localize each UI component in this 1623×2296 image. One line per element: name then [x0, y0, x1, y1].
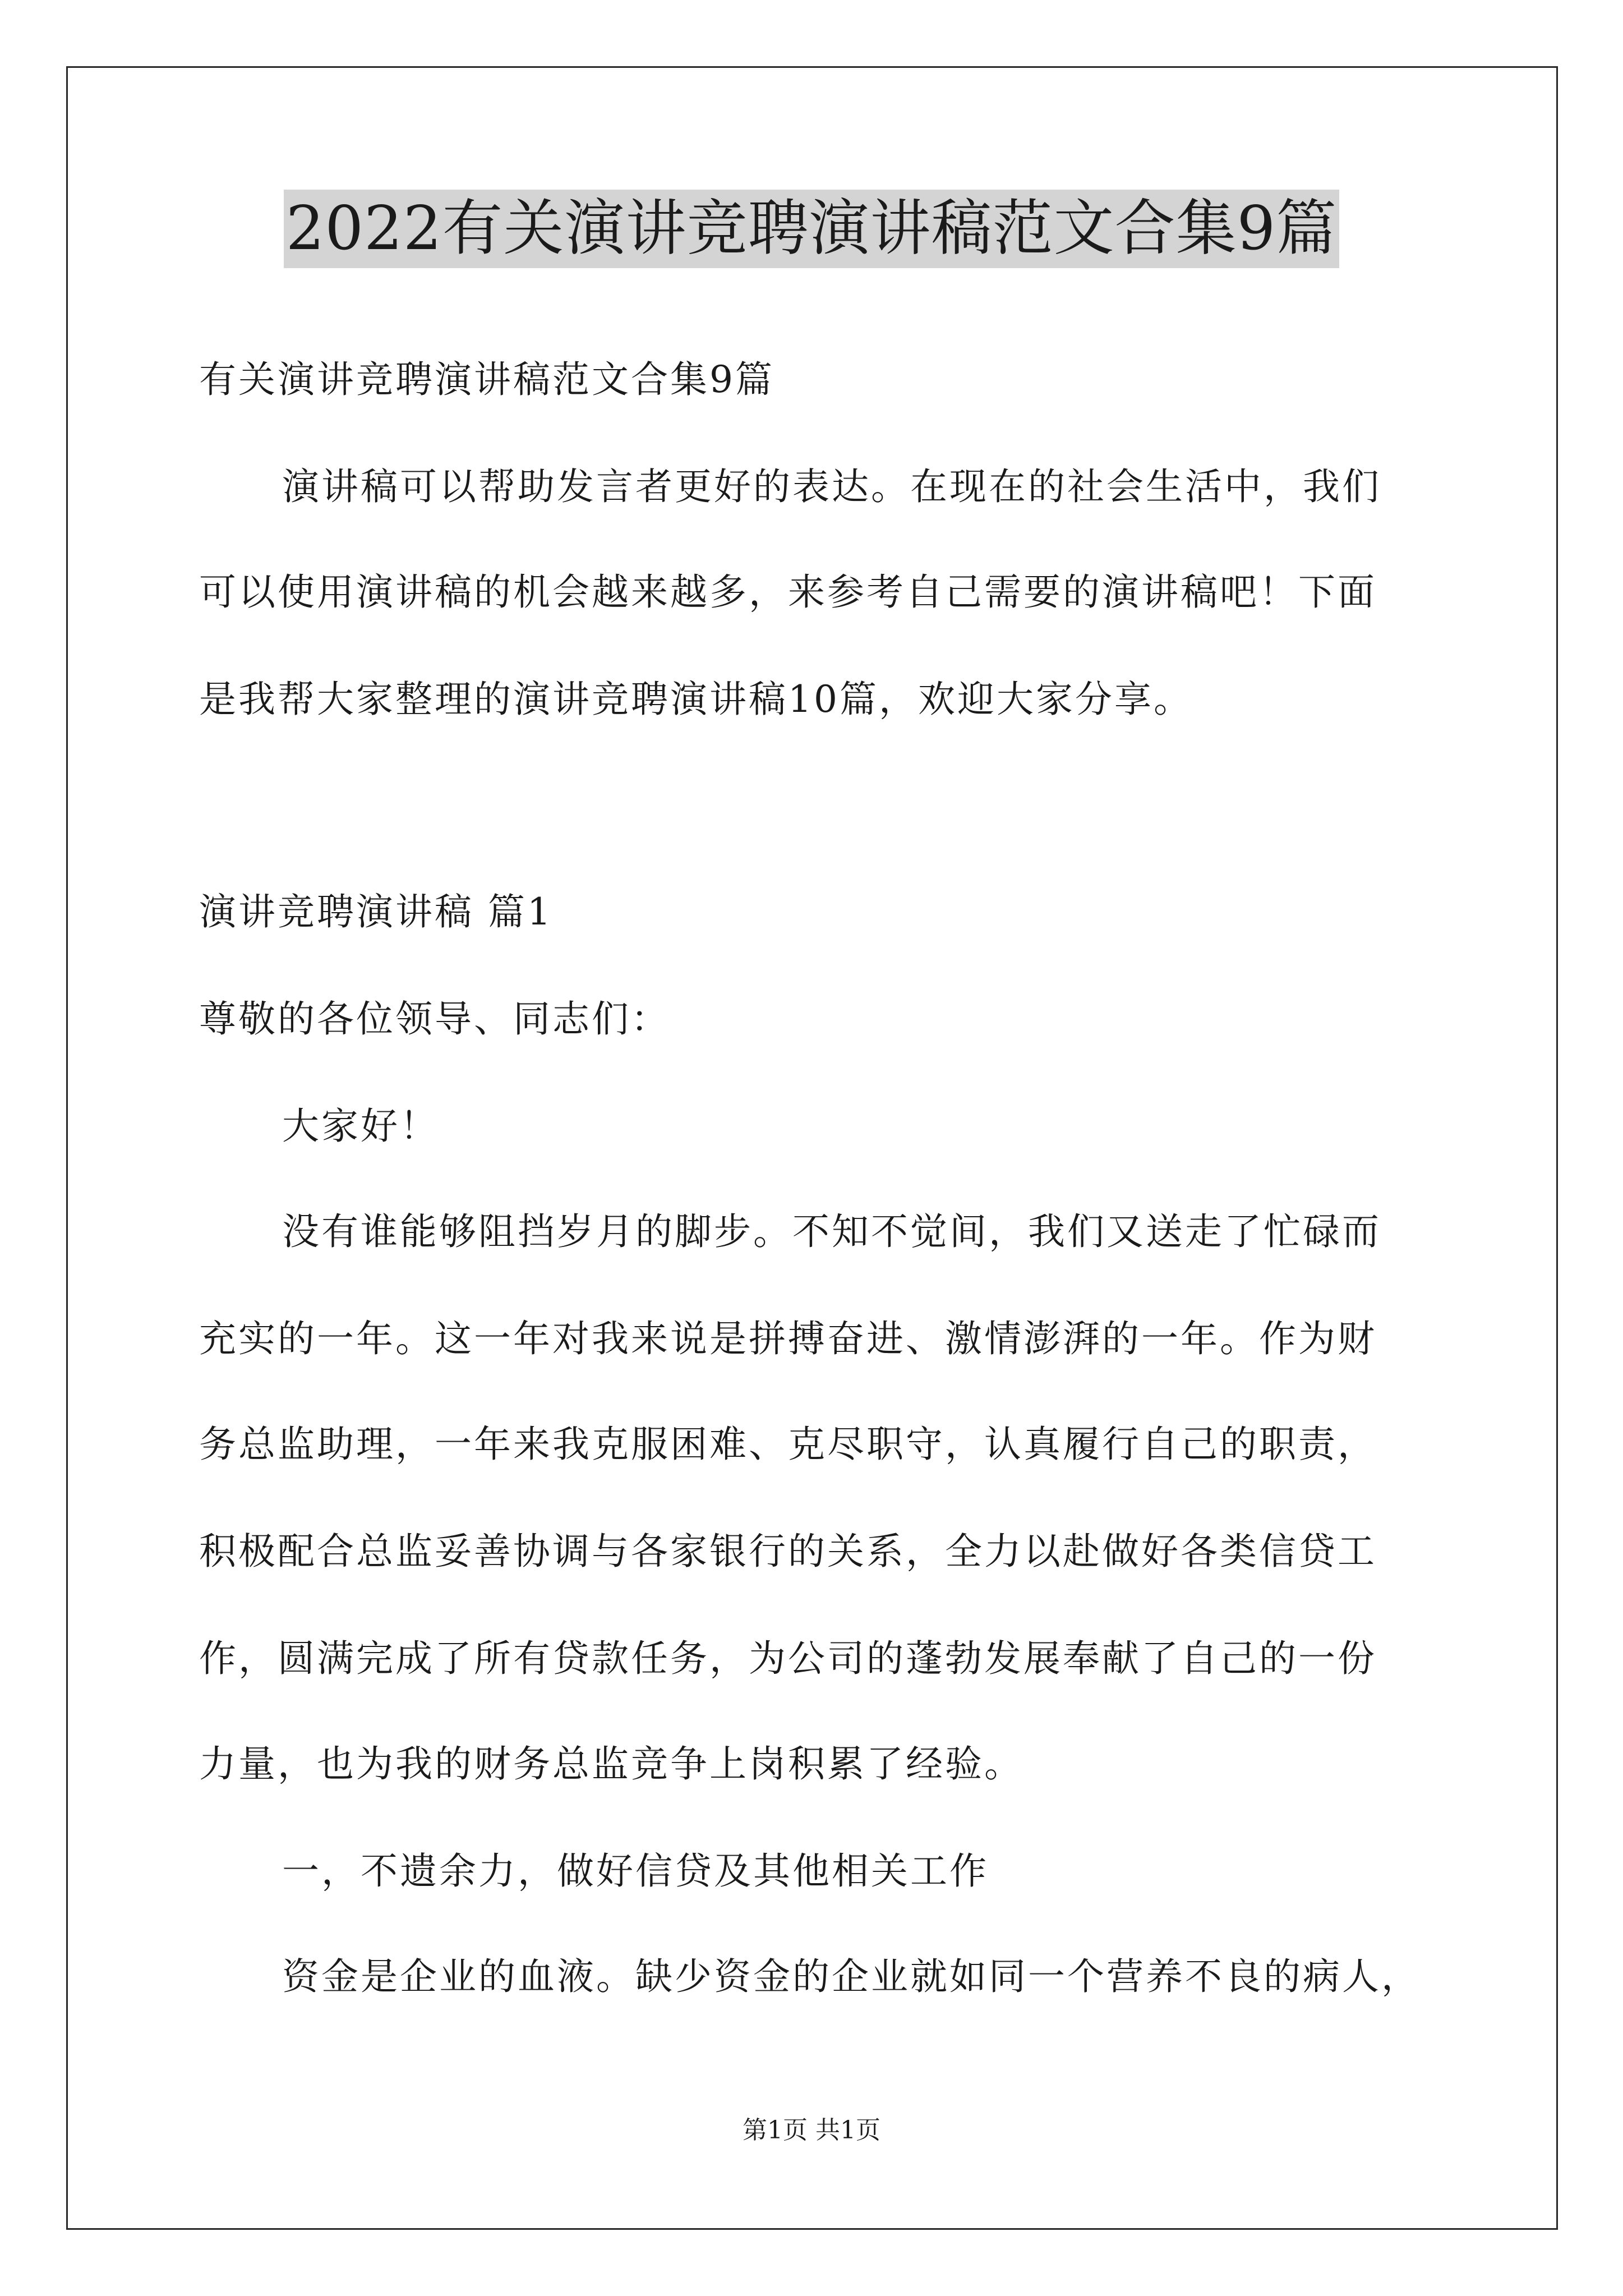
section-heading: 演讲竞聘演讲稿 篇1: [199, 890, 553, 933]
intro-line-1: 演讲稿可以帮助发言者更好的表达。在现在的社会生活中，我们: [282, 465, 1381, 508]
paragraph-1-line-5: 作，圆满完成了所有贷款任务，为公司的蓬勃发展奉献了自己的一份: [199, 1637, 1377, 1680]
title-container: [0, 190, 1623, 268]
paragraph-1-line-3: 务总监助理，一年来我克服困难、克尽职守，认真履行自己的职责，: [199, 1423, 1377, 1466]
intro-line-2: 可以使用演讲稿的机会越来越多，来参考自己需要的演讲稿吧！下面: [199, 570, 1377, 614]
paragraph-1-line-1: 没有谁能够阻挡岁月的脚步。不知不觉间，我们又送走了忙碌而: [282, 1210, 1381, 1253]
point-heading: 一，不遗余力，做好信贷及其他相关工作: [282, 1849, 989, 1893]
greeting: 大家好！: [282, 1105, 439, 1148]
paragraph-1-line-6: 力量，也为我的财务总监竞争上岗积累了经验。: [199, 1742, 1023, 1786]
document-title: 2022有关演讲竞聘演讲稿范文合集9篇: [284, 190, 1340, 268]
paragraph-1-line-2: 充实的一年。这一年对我来说是拼搏奋进、激情澎湃的一年。作为财: [199, 1317, 1377, 1360]
intro-line-3: 是我帮大家整理的演讲竞聘演讲稿10篇，欢迎大家分享。: [199, 678, 1193, 721]
document-subtitle: 有关演讲竞聘演讲稿范文合集9篇: [199, 358, 774, 401]
salutation: 尊敬的各位领导、同志们：: [199, 997, 670, 1041]
paragraph-1-line-4: 积极配合总监妥善协调与各家银行的关系，全力以赴做好各类信贷工: [199, 1530, 1377, 1573]
paragraph-2-line-1: 资金是企业的血液。缺少资金的企业就如同一个营养不良的病人，: [282, 1955, 1421, 1998]
page-footer: 第1页 共1页: [743, 2116, 880, 2145]
